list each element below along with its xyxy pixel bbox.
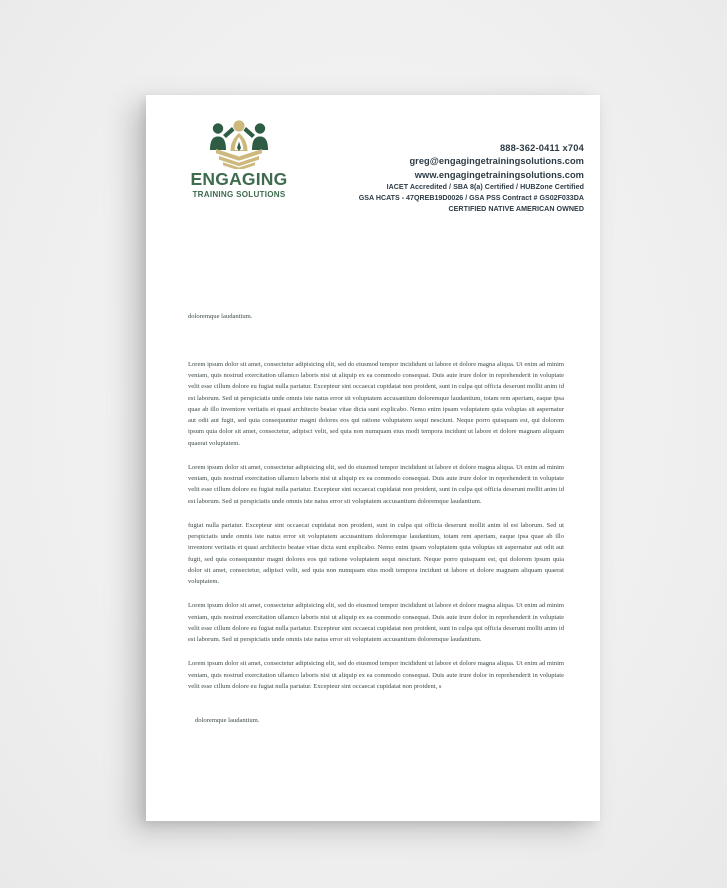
letter-closing: doloremque laudantium. bbox=[195, 717, 260, 725]
letterhead-document bbox=[146, 95, 600, 821]
contact-information bbox=[359, 113, 586, 214]
email-address: greg@engagingetrainingsolutions.com bbox=[409, 156, 584, 167]
certifications-line-1: IACET Accredited / SBA 8(a) Certified / HUBZone Certified bbox=[386, 183, 584, 192]
company-wordmark bbox=[184, 171, 294, 199]
phone-number: 888-362-0411 x704 bbox=[499, 143, 584, 153]
letter-paragraph: Lorem ipsum dolor sit amet, consectetur adipisicing elit, sed do eiusmod tempor incididunt ut labore et dolore magna aliqua. Ut enim ad minim veniam, quis nostrud exercitation ullamco laboris nisi ut aliquip ex ea commodo consequat. Duis aute irure dolor in reprehenderit in voluptate velit esse cillum dolore eu fugiat nulla pariatur. Excepteur sint occaecat cupidatat non proident, s bbox=[188, 660, 564, 690]
letter-paragraph: Lorem ipsum dolor sit amet, consectetur adipisicing elit, sed do eiusmod tempor incididunt ut labore et dolore magna aliqua. Ut enim ad minim veniam, quis nostrud exercitation ullamco laboris nisi ut aliquip ex ea commodo consequat. Duis aute irure dolor in reprehenderit in voluptate velit esse cillum dolore eu fugiat nulla pariatur. Excepteur sint occaecat cupidatat non proident, sunt in culpa qui officia deserunt mollit anim id est laborum. Sed ut perspiciatis unde omnis iste natus error sit voluptatem accusantium doloremque laudantium. bbox=[188, 463, 564, 505]
engaging-training-solutions-emblem bbox=[206, 117, 272, 169]
website-url: www.engagingetrainingsolutions.com bbox=[414, 169, 584, 180]
letter-paragraph: fugiat nulla pariatur. Excepteur sint occaecat cupidatat non proident, sunt in culpa qui officia deserunt mollit anim id est laborum. Sed ut perspiciatis unde omnis iste natus error sit voluptatem accusantium doloremque laudantium, totam rem aperiam, eaque ipsa quae ab illo inventore veritatis et quasi architecto beatae vitae dicta sunt explicabo. Nemo enim ipsam voluptatem quia voluptas sit aspernatur aut odit aut fugit, sed quia consequuntur magni dolores eos qui ratione voluptatem sequi nesciunt. Neque porro quisquam est, qui dolorem ipsum quia dolor sit amet, consectetur, adipisci velit, sed quia non numquam eius modi tempora incidunt ut labore et dolore magnam aliquam quaerat voluptatem. bbox=[188, 521, 564, 586]
wordmark-secondary: TRAINING SOLUTIONS bbox=[192, 189, 286, 199]
certifications-line-2: GSA HCATS - 47QREB19D0026 / GSA PSS Contract # GS02F033DA bbox=[358, 194, 584, 203]
letter-paragraph: Lorem ipsum dolor sit amet, consectetur adipisicing elit, sed do eiusmod tempor incididunt ut labore et dolore magna aliqua. Ut enim ad minim veniam, quis nostrud exercitation ullamco laboris nisi ut aliquip ex ea commodo consequat. Duis aute irure dolor in reprehenderit in voluptate velit esse cillum dolore eu fugiat nulla pariatur. Excepteur sint occaecat cupidatat non proident, sunt in culpa qui officia deserunt mollit anim id est laborum. Sed ut perspiciatis unde omnis iste natus error sit voluptatem accusantium doloremque laudantium. bbox=[188, 602, 564, 644]
letterhead-header bbox=[166, 113, 586, 217]
certifications-line-3: CERTIFIED NATIVE AMERICAN OWNED bbox=[448, 204, 584, 213]
letter-body bbox=[166, 312, 586, 726]
letter-paragraph: Lorem ipsum dolor sit amet, consectetur adipisicing elit, sed do eiusmod tempor incididunt ut labore et dolore magna aliqua. Ut enim ad minim veniam, quis nostrud exercitation ullamco laboris nisi ut aliquip ex ea commodo consequat. Duis aute irure dolor in reprehenderit in voluptate velit esse cillum dolore eu fugiat nulla pariatur. Excepteur sint occaecat cupidatat non proident, sunt in culpa qui officia deserunt mollit anim id est laborum. Sed ut perspiciatis unde omnis iste natus error sit voluptatem accusantium doloremque laudantium, totam rem aperiam, eaque ipsa quae ab illo inventore veritatis et quasi architecto beatae vitae dicta sunt explicabo. Nemo enim ipsam voluptatem quia voluptas sit aspernatur aut odit aut fugit, sed quia consequuntur magni dolores eos qui ratione voluptatem sequi nesciunt. Neque porro quisquam est, qui dolorem ipsum quia dolor sit amet, consectetur, adipisci velit, sed quia non numquam eius modi tempora incidunt ut labore et dolore magnam aliquam quaerat voluptatem. bbox=[188, 360, 564, 447]
letter-salutation: doloremque laudantium. bbox=[188, 313, 253, 320]
wordmark-primary: ENGAGING bbox=[190, 169, 288, 189]
company-logo bbox=[166, 113, 294, 199]
